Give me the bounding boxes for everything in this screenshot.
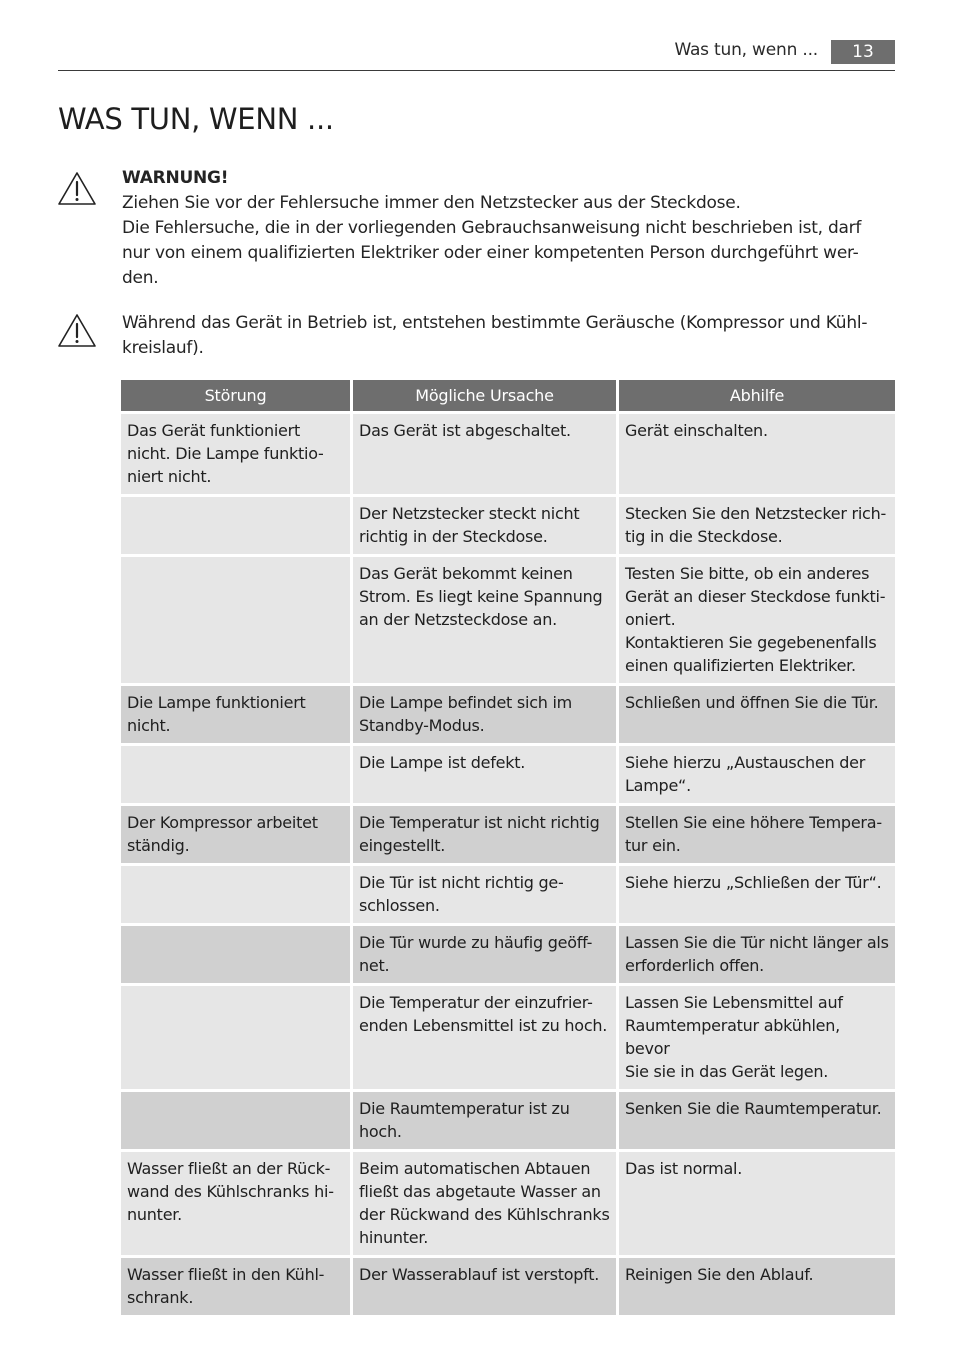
cause-cell [353, 414, 616, 494]
table-row [121, 926, 895, 983]
cause-cell [353, 926, 616, 983]
problem-cell [121, 1092, 350, 1149]
problem-cell-text: Wasser fließt an der Rück- wand des Kühlschranks hi- nunter. [127, 1159, 334, 1224]
remedy-cell [619, 497, 895, 554]
cause-cell-text: Das Gerät bekommt keinen Strom. Es liegt keine Spannung an der Netzsteckdose an. [359, 564, 603, 629]
cause-cell [353, 986, 616, 1089]
table-row [121, 746, 895, 803]
column-header-problem: Störung [121, 380, 350, 411]
remedy-cell-text: Lassen Sie die Tür nicht länger als erforderlich offen. [625, 933, 889, 975]
table-row [121, 686, 895, 743]
cause-cell-text: Die Lampe ist defekt. [359, 753, 526, 772]
warning-line: den. [122, 268, 159, 288]
warning-triangle-icon [57, 171, 97, 207]
notice-line: Während das Gerät in Betrieb ist, entstehen bestimmte Geräusche (Kompressor und Kühl- [122, 313, 868, 333]
cause-cell-text: Das Gerät ist abgeschaltet. [359, 421, 571, 440]
problem-cell-text: Der Kompressor arbeitet ständig. [127, 813, 318, 855]
table-row [121, 866, 895, 923]
table-row [121, 806, 895, 863]
table-row [121, 986, 895, 1089]
table-header-row [121, 380, 895, 411]
remedy-cell-text: Siehe hierzu „Schließen der Tür“. [625, 873, 882, 892]
remedy-cell-text: Stecken Sie den Netzstecker rich- tig in die Steckdose. [625, 504, 887, 546]
table-row [121, 1258, 895, 1315]
table-row [121, 1152, 895, 1255]
cause-cell-text: Die Tür wurde zu häufig geöff- net. [359, 933, 593, 975]
running-header-title: Was tun, wenn ... [674, 40, 818, 60]
column-header-remedy: Abhilfe [619, 380, 895, 411]
cause-cell [353, 497, 616, 554]
problem-cell-text: Die Lampe funktioniert nicht. [127, 693, 306, 735]
header-divider [58, 70, 895, 71]
remedy-cell-text: Lassen Sie Lebensmittel auf Raumtemperatur abkühlen, bevor Sie sie in das Gerät legen. [625, 993, 843, 1081]
cause-cell [353, 686, 616, 743]
table-row [121, 497, 895, 554]
problem-cell [121, 806, 350, 863]
problem-cell [121, 866, 350, 923]
remedy-cell-text: Gerät einschalten. [625, 421, 768, 440]
remedy-cell-text: Schließen und öffnen Sie die Tür. [625, 693, 879, 712]
cause-cell [353, 746, 616, 803]
remedy-cell-text: Senken Sie die Raumtemperatur. [625, 1099, 882, 1118]
remedy-cell [619, 806, 895, 863]
warning-heading: WARNUNG! [122, 168, 229, 188]
problem-cell [121, 1258, 350, 1315]
remedy-cell [619, 1152, 895, 1255]
cause-cell-text: Die Tür ist nicht richtig ge- schlossen. [359, 873, 564, 915]
cause-cell-text: Der Netzstecker steckt nicht richtig in der Steckdose. [359, 504, 580, 546]
table-body [121, 414, 895, 1315]
remedy-cell-text: Reinigen Sie den Ablauf. [625, 1265, 814, 1284]
cause-cell-text: Die Raumtemperatur ist zu hoch. [359, 1099, 570, 1141]
problem-cell [121, 746, 350, 803]
problem-cell-text: Das Gerät funktioniert nicht. Die Lampe funktio- niert nicht. [127, 421, 324, 486]
cause-cell [353, 1258, 616, 1315]
page-number: 13 [831, 40, 895, 64]
problem-cell [121, 1152, 350, 1255]
remedy-cell [619, 1258, 895, 1315]
cause-cell [353, 806, 616, 863]
warning-line: Die Fehlersuche, die in der vorliegenden Gebrauchsanweisung nicht beschrieben ist, darf [122, 218, 862, 238]
remedy-cell [619, 746, 895, 803]
problem-cell [121, 926, 350, 983]
warning-line: nur von einem qualifizierten Elektriker oder einer kompetenten Person durchgeführt wer- [122, 243, 859, 263]
remedy-cell-text: Siehe hierzu „Austauschen der Lampe“. [625, 753, 866, 795]
cause-cell-text: Die Temperatur der einzufrier- enden Lebensmittel ist zu hoch. [359, 993, 608, 1035]
remedy-cell [619, 557, 895, 683]
notice-line: kreislauf). [122, 338, 204, 358]
cause-cell [353, 1092, 616, 1149]
remedy-cell [619, 686, 895, 743]
table-row [121, 557, 895, 683]
cause-cell [353, 557, 616, 683]
remedy-cell [619, 926, 895, 983]
remedy-cell [619, 866, 895, 923]
problem-cell [121, 557, 350, 683]
noise-notice [122, 311, 882, 361]
column-header-cause: Mögliche Ursache [353, 380, 616, 411]
troubleshooting-table [118, 377, 898, 1318]
problem-cell [121, 986, 350, 1089]
remedy-cell [619, 1092, 895, 1149]
warning-block [122, 166, 882, 291]
cause-cell-text: Die Lampe befindet sich im Standby-Modus. [359, 693, 572, 735]
remedy-cell-text: Stellen Sie eine höhere Tempera- tur ein. [625, 813, 882, 855]
caution-triangle-icon [57, 313, 97, 349]
table-row [121, 1092, 895, 1149]
cause-cell [353, 866, 616, 923]
remedy-cell [619, 986, 895, 1089]
warning-line: Ziehen Sie vor der Fehlersuche immer den Netzstecker aus der Steckdose. [122, 193, 741, 213]
problem-cell [121, 497, 350, 554]
remedy-cell [619, 414, 895, 494]
table-row [121, 414, 895, 494]
problem-cell [121, 686, 350, 743]
cause-cell [353, 1152, 616, 1255]
problem-cell-text: Wasser fließt in den Kühl- schrank. [127, 1265, 325, 1307]
cause-cell-text: Die Temperatur ist nicht richtig eingestellt. [359, 813, 600, 855]
remedy-cell-text: Testen Sie bitte, ob ein anderes Gerät an dieser Steckdose funkti- oniert. Kontaktieren Sie gegebenenfalls einen qualifizierten Elektriker. [625, 564, 886, 675]
remedy-cell-text: Das ist normal. [625, 1159, 743, 1178]
page-title: WAS TUN, WENN ... [58, 102, 334, 136]
cause-cell-text: Beim automatischen Abtauen fließt das abgetaute Wasser an der Rückwand des Kühlschranks hinunter. [359, 1159, 610, 1247]
problem-cell [121, 414, 350, 494]
cause-cell-text: Der Wasserablauf ist verstopft. [359, 1265, 600, 1284]
